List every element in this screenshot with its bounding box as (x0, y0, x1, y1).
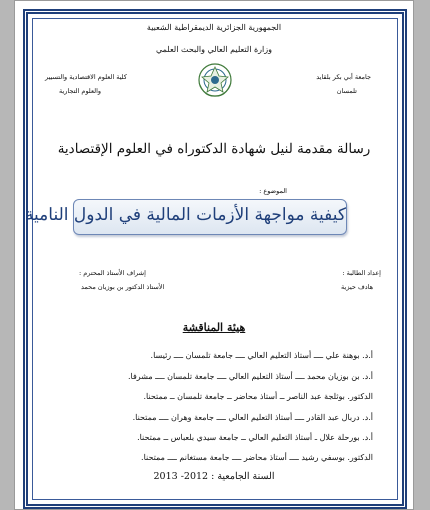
supervisor-label: إشراف الأستاذ المحترم : (79, 269, 146, 277)
faculty-name: كلية العلوم الاقتصادية والتسيير (45, 73, 127, 81)
republic-heading: الجمهورية الجزائرية الديمقراطية الشعبية (146, 23, 282, 32)
faculty-subname: والعلوم التجارية (59, 87, 102, 95)
thesis-title: كيفية مواجهة الأزمات المالية في الدول النامية (24, 205, 346, 225)
university-city: تلمسان (336, 87, 357, 95)
committee-member: الدكتور. بوسفي رشيد ــــ أستاذ محاضر ــــ جامعة مستغانم ــــ ممتحنا. (141, 453, 373, 462)
committee-member: أ.د. دربال عبد القادر ــــ أستاذ التعليم العالي ــــ جامعة وهران ــــ ممتحنا. (132, 413, 373, 422)
committee-member: أ.د. بوهنة علي ــــ أستاذ التعليم العالي ــــ جامعة تلمسان ــــ رئيسا. (150, 351, 373, 360)
subject-label: الموضوع : (259, 187, 287, 195)
committee-member: أ.د. بورحلة علال ـ أستاذ التعليم العالي ــ جامعة سيدي بلعباس ــ ممتحنا. (137, 433, 373, 442)
university-emblem-icon (196, 61, 234, 99)
committee-title: هيئة المناقشة (182, 321, 246, 334)
academic-year: السنة الجامعية : 2012- 2013 (153, 471, 275, 482)
supervisor-name: الأستاذ الدكتور بن بوزيان محمد (81, 283, 165, 291)
university-name: جامعة أبي بكر بلقايد (316, 73, 371, 81)
document-page (14, 0, 414, 510)
title-banner (24, 199, 347, 235)
committee-member: الدكتور. بوثلجة عبد الناصر ــ أستاذ محاضر ــ جامعة تلمسان ــ ممتحنا. (143, 392, 373, 401)
ministry-heading: وزارة التعليم العالي والبحث العلمي (156, 45, 272, 54)
student-label: إعداد الطالبة : (342, 269, 381, 277)
thesis-statement: رسالة مقدمة لنيل شهادة الدكتوراه في العلوم الإقتصادية (57, 141, 371, 157)
student-name: هادف حيزية (341, 283, 373, 291)
committee-member: أ.د. بن بوزيان محمد ــــ أستاذ التعليم العالي ــــ جامعة تلمسان ــــ مشرفا. (128, 372, 373, 381)
